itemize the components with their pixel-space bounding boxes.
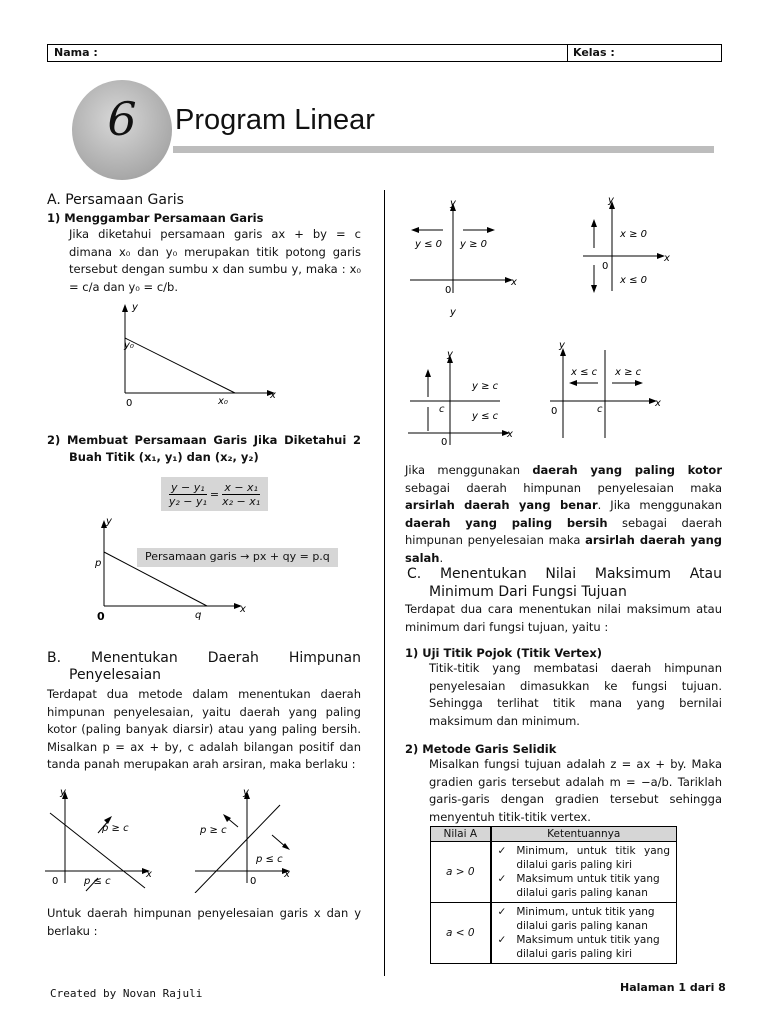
y-axis-label: y [447, 349, 453, 360]
section-c-heading: C. Menentukan Nilai Maksimum Atau Minimum Dari Fungsi Tujuan [407, 566, 722, 600]
ge-label: p ≥ c [102, 823, 129, 834]
origin-label: 0 [445, 285, 452, 296]
origin-label: 0 [52, 876, 59, 887]
table-row [431, 903, 677, 964]
origin-label: 0 [602, 261, 609, 272]
subheading-isoline: 2) Metode Garis Selidik [405, 742, 557, 756]
student-info-header [47, 44, 722, 62]
rule-text: Maksimum untuk titik yang dilalui garis paling kanan [516, 873, 660, 899]
formula-right-num: x − x₁ [224, 480, 258, 494]
formula-right-den: x₂ − x₁ [222, 494, 261, 508]
rule-text: Maksimum untuk titik yang dilalui garis paling kiri [516, 934, 660, 960]
paragraph: Jika diketahui persamaan garis ax + by = c dimana x₀ dan y₀ merupakan titik potong garis tersebut dengan sumbu x dan sumbu y, maka : x₀ = c/a dan y₀ = c/b. [69, 227, 361, 294]
le-label: y ≤ 0 [415, 239, 443, 250]
text-bold: arsirlah daerah yang benar [405, 498, 598, 512]
column-header: Ketentuannya [491, 827, 677, 842]
condition-cell: a < 0 [431, 903, 491, 964]
subheading-1: 1) Menggambar Persamaan Garis [47, 211, 264, 225]
region-graph-positive-slope [190, 783, 310, 893]
formula-left-den: y₂ − y₁ [168, 494, 207, 508]
check-icon: ✓ [497, 845, 507, 857]
y-axis-label: y [60, 787, 66, 798]
pq-line-graph [92, 512, 257, 627]
column-header: Nilai A [431, 827, 491, 842]
paragraph: Untuk daerah himpunan penyelesaian garis x dan y berlaku : [47, 906, 361, 938]
x-axis-label: x [146, 869, 152, 880]
origin-label: 0 [551, 406, 558, 417]
text: . [439, 550, 444, 565]
section-b-heading: B. Menentukan Daerah Himpunan Penyelesaian [47, 650, 361, 683]
y-axis-label: y [243, 787, 249, 798]
footer-author: Created by Novan Rajuli [50, 987, 203, 1000]
column-divider [384, 190, 385, 976]
isoline-rules-table [430, 826, 677, 964]
text: Jika menggunakan [405, 463, 533, 477]
paragraph: Misalkan fungsi tujuan adalah z = ax + by. Maka gradien garis tersebut adalah m = −a/b. Tariklah garis-garis dengan gradien tersebut sehingga menyentuh titik-titik vertex. [429, 757, 722, 824]
le-label: x ≤ 0 [620, 275, 648, 286]
y-axis-label: y [132, 302, 138, 313]
y-axis-label: y [106, 516, 112, 527]
x-axis-label: x [240, 604, 246, 615]
ge-label: y ≥ 0 [460, 239, 488, 250]
origin-label: 0 [126, 398, 133, 409]
rule-text: Minimum, untuk titik yang dilalui garis paling kanan [516, 906, 655, 932]
le-label: p ≤ c [256, 854, 283, 865]
condition-cell: a > 0 [431, 842, 491, 903]
two-point-formula [161, 477, 268, 511]
le-label: y ≤ c [472, 411, 499, 422]
y-axis-label: y [608, 195, 614, 206]
y-axis-label: y [450, 198, 456, 209]
x-axis-label: x [270, 390, 276, 401]
paragraph: Terdapat dua cara menentukan nilai maksimum atau minimum dari fungsi tujuan, yaitu : [405, 602, 722, 634]
subheading-2: 2) Membuat Persamaan Garis Jika Diketahui 2 Buah Titik (x₁, y₁) dan (x₂, y₂) [47, 433, 361, 464]
formula-equals: = [209, 487, 220, 501]
text-bold: arsirlah daerah yang salah [405, 533, 722, 565]
x-axis-label: x [664, 253, 670, 264]
x-axis-label: x [507, 429, 513, 440]
line-intercept-graph [110, 298, 280, 413]
line-equation-box: Persamaan garis → px + qy = p.q [137, 548, 338, 567]
le-label: x ≤ c [571, 367, 598, 378]
shading-rule-paragraph [405, 462, 722, 567]
paragraph: Titik-titik yang membatasi daerah himpunan penyelesaian dimasukkan ke fungsi tujuan. Sehingga terlihat titik mana yang bernilai maksimum dan minimum. [429, 661, 722, 728]
class-field[interactable]: Kelas : [573, 46, 615, 59]
text: sebagai daerah himpunan penyelesaian maka [405, 515, 722, 547]
y-c-region-graph [405, 345, 530, 450]
check-icon: ✓ [497, 906, 507, 918]
y-axis-label: y [559, 340, 565, 351]
x-axis-label: x [511, 277, 517, 288]
origin-label: 0 [250, 876, 257, 887]
x-axis-label: x [655, 398, 661, 409]
x-axis-label: x [284, 869, 290, 880]
region-graph-negative-slope [40, 783, 160, 893]
rule-text: Minimum, untuk titik yang dilalui garis paling kiri [516, 845, 670, 871]
text: . Jika menggunakan [597, 498, 722, 512]
text: sebagai daerah himpunan penyelesaian maka [405, 480, 722, 495]
ge-label: y ≥ c [472, 381, 499, 392]
x0-label: x₀ [218, 396, 228, 407]
c-label: c [597, 404, 603, 415]
x-region-graph [580, 193, 680, 298]
chapter-number: 6 [107, 92, 137, 146]
x-c-region-graph [545, 338, 670, 443]
page-title: Program Linear [175, 104, 375, 136]
origin-label: 0 [97, 610, 105, 623]
y0-label: y₀ [124, 340, 134, 351]
check-icon: ✓ [497, 873, 507, 885]
text-bold: daerah yang paling kotor [532, 463, 722, 477]
c-label: c [439, 404, 445, 415]
paragraph: Terdapat dua metode dalam menentukan daerah himpunan penyelesaian, yaitu daerah yang paling kotor (paling banyak diarsir) atau yang paling bersih. Misalkan p = ax + by, c adalah bilangan positif dan tanda panah merupakan arah arsiran, maka berlaku : [47, 687, 361, 771]
y-axis-bottom-label: y [450, 307, 456, 318]
title-underline [173, 146, 714, 153]
ge-label: x ≥ 0 [620, 229, 648, 240]
q-label: q [195, 610, 202, 621]
p-label: p [95, 558, 102, 569]
subheading-vertex: 1) Uji Titik Pojok (Titik Vertex) [405, 646, 603, 660]
text-bold: daerah yang paling bersih [405, 515, 608, 530]
check-icon: ✓ [497, 934, 507, 946]
ge-label: x ≥ c [615, 367, 642, 378]
footer-page-number: Halaman 1 dari 8 [620, 981, 726, 994]
ge-label: p ≥ c [200, 825, 227, 836]
section-a-heading: A. Persamaan Garis [47, 192, 184, 208]
formula-left-num: y − y₁ [171, 480, 205, 494]
name-field[interactable]: Nama : [48, 45, 568, 61]
origin-label: 0 [441, 437, 448, 448]
y-region-graph [405, 193, 530, 318]
table-row [431, 842, 677, 903]
le-label: p ≤ c [84, 876, 111, 887]
